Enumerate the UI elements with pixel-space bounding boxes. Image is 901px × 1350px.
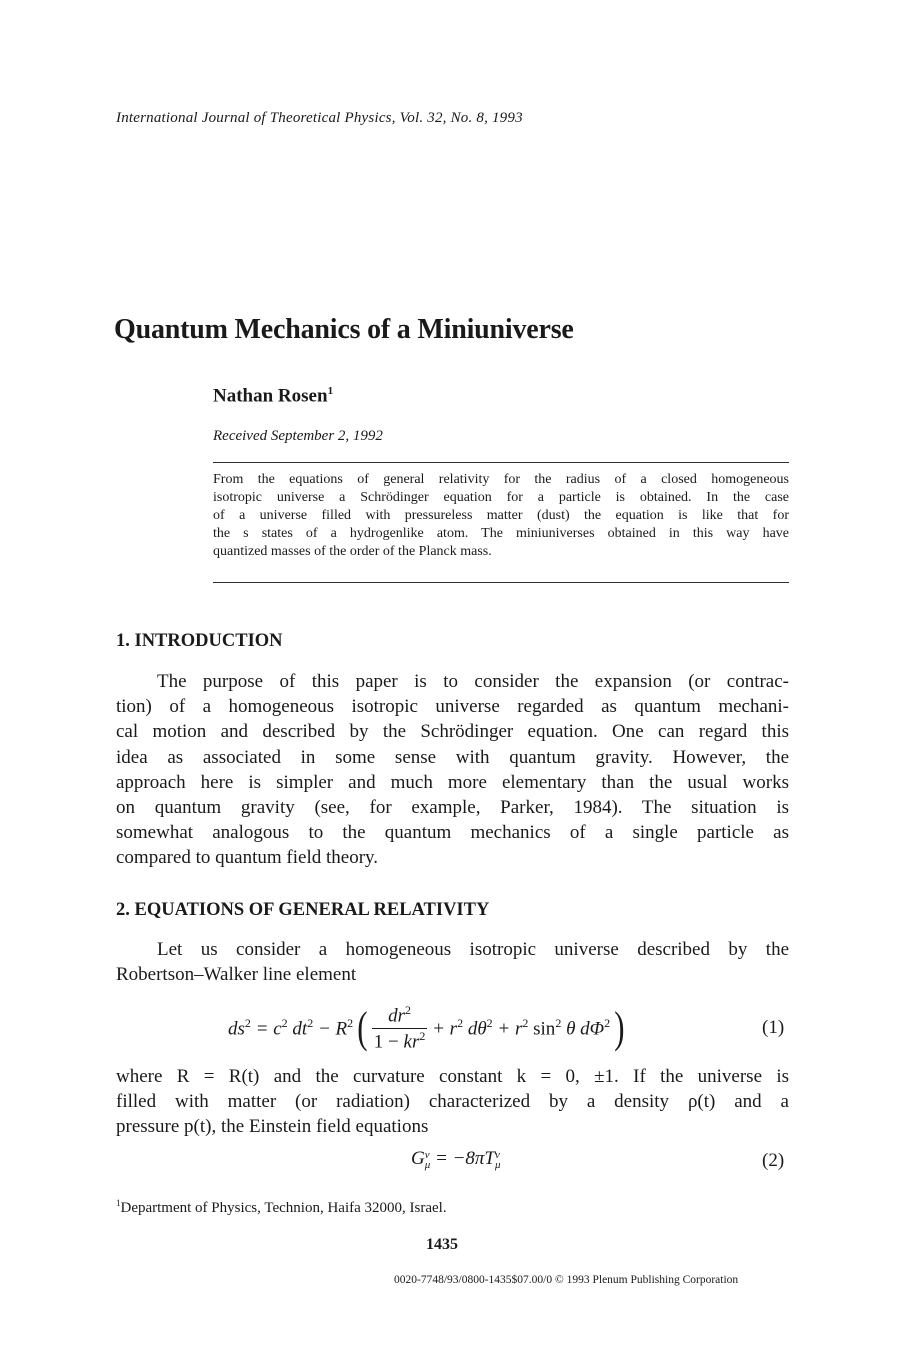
paragraph-line: on quantum gravity (see, for example, Parker, 1984). The situation is (116, 796, 789, 818)
section-heading-introduction: 1. INTRODUCTION (116, 631, 283, 651)
footnote-mark: 1 (116, 1198, 121, 1208)
paragraph-line: pressure p(t), the Einstein field equations (116, 1116, 429, 1138)
paragraph-line: The purpose of this paper is to consider the expansion (or contrac- (157, 671, 789, 692)
paragraph-line: approach here is simpler and much more elementary than the usual works (116, 771, 789, 793)
abstract-line: isotropic universe a Schrödinger equation for a particle is obtained. In the case (213, 490, 789, 505)
equation-2: G ν μ = −8πT ν μ (411, 1148, 501, 1171)
abstract (213, 471, 789, 561)
author-footnote-mark: 1 (327, 385, 334, 397)
introduction-paragraph (116, 669, 789, 871)
paragraph-line: where R = R(t) and the curvature constant k = 0, ±1. If the universe is (116, 1066, 789, 1087)
paragraph-line: tion) of a homogeneous isotropic universe regarded as quantum mechani- (116, 696, 789, 718)
footnote-text: Department of Physics, Technion, Haifa 32000, Israel. (120, 1200, 447, 1216)
paragraph-line: cal motion and described by the Schrödinger equation. One can regard this (116, 721, 789, 743)
abstract-line: of a universe filled with pressureless matter (dust) the equation is like that for (213, 508, 789, 523)
abstract-line: quantized masses of the order of the Planck mass. (213, 544, 492, 559)
section-heading-equations: 2. EQUATIONS OF GENERAL RELATIVITY (116, 900, 490, 920)
paragraph-line: idea as associated in some sense with quantum gravity. However, the (116, 746, 789, 768)
paragraph-line: Let us consider a homogeneous isotropic universe described by the (157, 939, 789, 960)
paragraph-line: somewhat analogous to the quantum mechanics of a single particle as (116, 822, 789, 844)
paper-title: Quantum Mechanics of a Miniuniverse (114, 314, 574, 345)
page-number: 1435 (426, 1236, 458, 1253)
paragraph-line: filled with matter (or radiation) characterized by a density ρ(t) and a (116, 1091, 789, 1113)
copyright-line: 0020-7748/93/0800-1435$07.00/0 © 1993 Plenum Publishing Corporation (394, 1274, 739, 1286)
received-date: Received September 2, 1992 (213, 428, 383, 444)
abstract-bottom-rule (213, 582, 789, 583)
section2-intro (116, 937, 789, 987)
abstract-line: the s states of a hydrogenlike atom. The miniuniverses obtained in this way have (213, 526, 789, 541)
journal-header: International Journal of Theoretical Physics, Vol. 32, No. 8, 1993 (116, 110, 523, 126)
footnote (116, 1198, 447, 1217)
abstract-line: From the equations of general relativity for the radius of a closed homogeneous (213, 472, 789, 487)
equation-2-number: (2) (762, 1150, 785, 1171)
paragraph-line: Robertson–Walker line element (116, 964, 357, 986)
equation-1: $ds^2 = c^2$ $dt^2 - R^2$ ( $\frac{dr^2}{1 - kr^2}$ + $r^2$ $d\theta^2 + r^2$ $\sin^2 \theta$ $d\Phi^2$ ) (228, 1003, 625, 1052)
paragraph-line: compared to quantum field theory. (116, 847, 379, 869)
equation-1-number: (1) (762, 1017, 785, 1038)
section2-paragraph (116, 1064, 789, 1140)
author-name (213, 385, 333, 407)
author-name-text: Nathan Rosen (213, 385, 328, 407)
abstract-top-rule (213, 462, 789, 463)
